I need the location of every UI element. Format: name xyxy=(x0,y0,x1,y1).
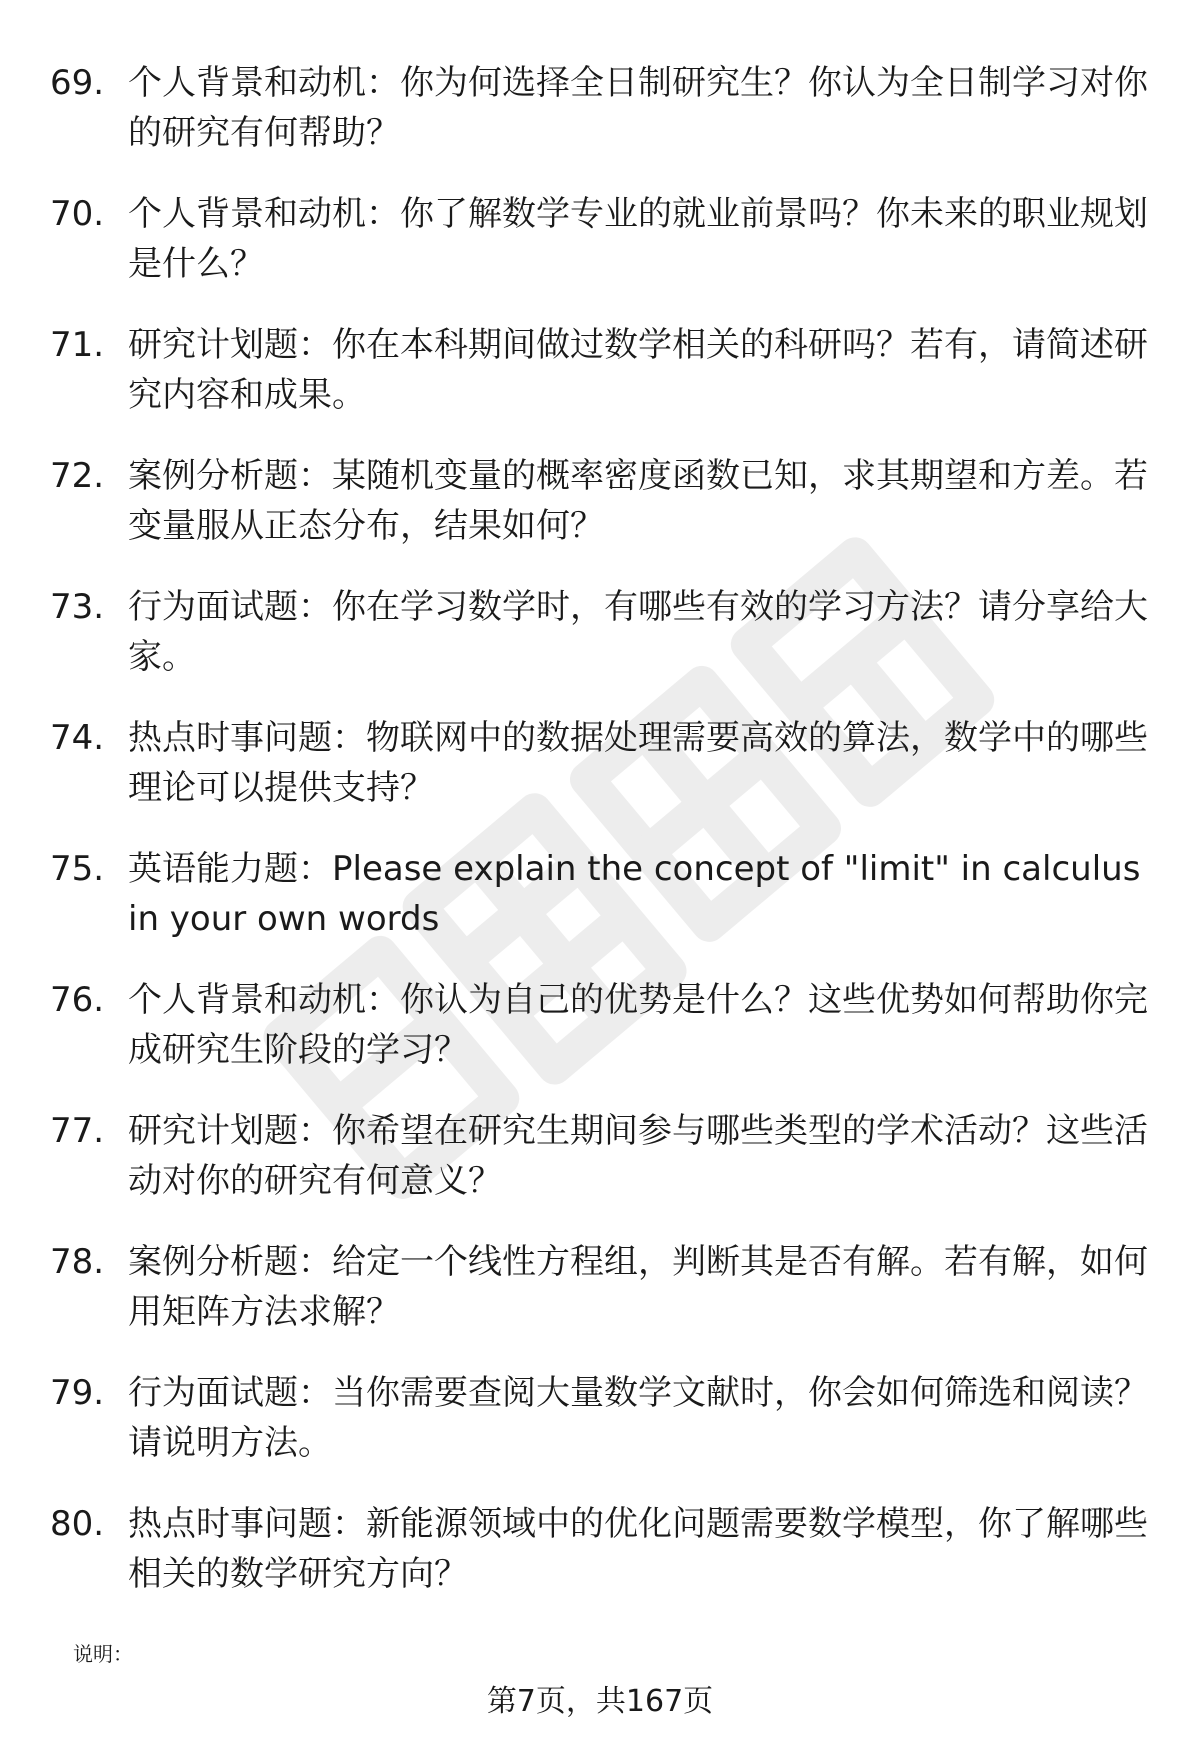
question-text: 行为面试题：当你需要查阅大量数学文献时，你会如何筛选和阅读？请说明方法。 xyxy=(128,1373,1148,1463)
question-item xyxy=(50,1237,1160,1368)
question-text: 行为面试题：你在学习数学时，有哪些有效的学习方法？请分享给大家。 xyxy=(128,587,1148,677)
question-list xyxy=(50,58,1160,1630)
question-item xyxy=(50,1106,1160,1237)
question-number: 77. xyxy=(50,1111,105,1151)
question-text: 研究计划题：你在本科期间做过数学相关的科研吗？若有，请简述研究内容和成果。 xyxy=(128,325,1148,415)
question-item xyxy=(50,1368,1160,1499)
question-number: 78. xyxy=(50,1242,105,1282)
question-number: 71. xyxy=(50,325,105,365)
question-text: 英语能力题：Please explain the concept of "limit" in calculus in your own words xyxy=(128,849,1141,939)
question-item xyxy=(50,582,1160,713)
question-item xyxy=(50,451,1160,582)
question-item xyxy=(50,1499,1160,1630)
question-text: 案例分析题：给定一个线性方程组，判断其是否有解。若有解，如何用矩阵方法求解？ xyxy=(128,1242,1148,1332)
question-number: 73. xyxy=(50,587,105,627)
question-item xyxy=(50,713,1160,844)
question-item xyxy=(50,844,1160,975)
question-item xyxy=(50,189,1160,320)
question-number: 69. xyxy=(50,63,105,103)
question-item xyxy=(50,975,1160,1106)
note-label: 说明： xyxy=(73,1642,133,1666)
question-number: 74. xyxy=(50,718,105,758)
question-number: 76. xyxy=(50,980,105,1020)
page-number-footer: 第7页，共167页 xyxy=(486,1684,714,1719)
question-text: 热点时事问题：物联网中的数据处理需要高效的算法，数学中的哪些理论可以提供支持？ xyxy=(128,718,1148,808)
question-text: 个人背景和动机：你认为自己的优势是什么？这些优势如何帮助你完成研究生阶段的学习？ xyxy=(128,980,1148,1070)
question-number: 79. xyxy=(50,1373,105,1413)
question-text: 个人背景和动机：你了解数学专业的就业前景吗？你未来的职业规划是什么？ xyxy=(128,194,1148,284)
question-number: 72. xyxy=(50,456,105,496)
question-text: 热点时事问题：新能源领域中的优化问题需要数学模型，你了解哪些相关的数学研究方向？ xyxy=(128,1504,1148,1594)
question-text: 案例分析题：某随机变量的概率密度函数已知，求其期望和方差。若变量服从正态分布，结果如何？ xyxy=(128,456,1148,546)
question-number: 70. xyxy=(50,194,105,234)
question-number: 75. xyxy=(50,849,105,889)
question-text: 个人背景和动机：你为何选择全日制研究生？你认为全日制学习对你的研究有何帮助？ xyxy=(128,63,1148,153)
question-item xyxy=(50,320,1160,451)
question-number: 80. xyxy=(50,1504,105,1544)
question-item xyxy=(50,58,1160,189)
question-text: 研究计划题：你希望在研究生期间参与哪些类型的学术活动？这些活动对你的研究有何意义？ xyxy=(128,1111,1148,1201)
